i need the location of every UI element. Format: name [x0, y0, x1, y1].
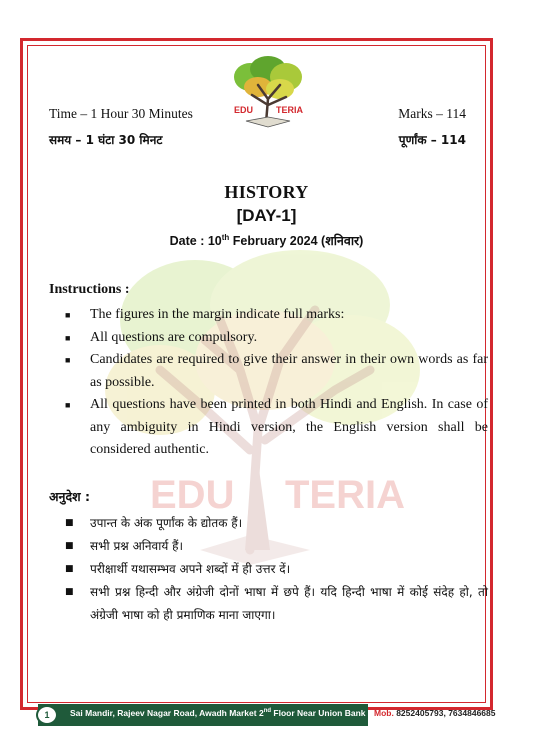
marks-english: Marks – 114 [398, 106, 466, 121]
bullet-icon: ■ [65, 587, 74, 597]
footer-address [70, 708, 366, 718]
mob-numbers: 8252405793, 7634846685 [396, 708, 496, 718]
list-item-text: Candidates are required to give their answer in their own words as far as possible. [90, 352, 488, 390]
instructions-list-hindi [62, 512, 488, 627]
time-english: Time – 1 Hour 30 Minutes [49, 106, 193, 121]
address-sup: nd [263, 708, 272, 715]
list-item-text: सभी प्रश्न हिन्दी और अंग्रेजी दोनों भाषा में छपे हैं। यदि हिन्दी भाषा में कोई संदेह हो, तो अंग्रेजी भाषा को ही प्रमाणिक माना जाएगा। [90, 585, 488, 622]
footer-mobile [374, 708, 495, 718]
eduteria-logo-icon [228, 55, 308, 130]
bullet-icon: ■ [65, 541, 74, 551]
list-item [62, 581, 488, 627]
list-item-text: सभी प्रश्न अनिवार्य हैं। [90, 539, 184, 553]
instructions-heading: Instructions : [49, 282, 130, 297]
instructions-list-english [62, 304, 488, 462]
page-footer [38, 704, 496, 726]
bullet-icon: ■ [65, 332, 71, 343]
list-item [62, 304, 488, 327]
page-number: 1 [36, 705, 58, 725]
mob-label: Mob. [374, 708, 394, 718]
list-item-text: All questions are compulsory. [90, 329, 258, 345]
exam-date [0, 232, 533, 249]
list-item-text: All questions have been printed in both Hindi and English. In case of any ambiguity in Hindi version, the English version shall be considered authentic. [90, 397, 488, 457]
date-suffix: February 2024 (शनिवार) [229, 234, 364, 248]
footer-bar [38, 704, 368, 726]
list-item [62, 327, 488, 350]
watermark-text-right: TERIA [285, 473, 405, 517]
list-item-text: परीक्षार्थी यथासम्भव अपने शब्दों में ही उत्तर दें। [90, 562, 291, 576]
time-hindi: समय – 1 घंटा 30 मिनट [49, 133, 163, 147]
day-label: [DAY-1] [236, 206, 297, 225]
list-item [62, 349, 488, 394]
watermark-text-left: EDU [150, 473, 235, 517]
list-item-text: The figures in the margin indicate full marks: [90, 307, 345, 322]
list-item [62, 512, 488, 535]
list-item [62, 558, 488, 581]
address-pre: Sai Mandir, Rajeev Nagar Road, Awadh Market 2 [70, 708, 264, 718]
address-post: Floor Near Union Bank [271, 708, 366, 718]
subject-title: HISTORY [224, 182, 309, 202]
date-sup: th [221, 232, 230, 242]
list-item-text: उपान्त के अंक पूर्णांक के द्योतक हैं। [90, 516, 243, 530]
list-item [62, 535, 488, 558]
bullet-icon: ■ [65, 310, 71, 320]
date-prefix: Date : 10 [169, 234, 222, 248]
bullet-icon: ■ [65, 518, 74, 528]
logo-text-right: TERIA [276, 105, 303, 115]
bullet-icon: ■ [65, 564, 74, 574]
bullet-icon: ■ [65, 355, 71, 365]
logo-text-left: EDU [234, 105, 254, 115]
list-item [62, 394, 488, 462]
instructions-heading-hindi: अनुदेश : [49, 489, 90, 504]
bullet-icon: ■ [65, 400, 71, 410]
marks-hindi: पूर्णांक – 114 [398, 133, 466, 147]
